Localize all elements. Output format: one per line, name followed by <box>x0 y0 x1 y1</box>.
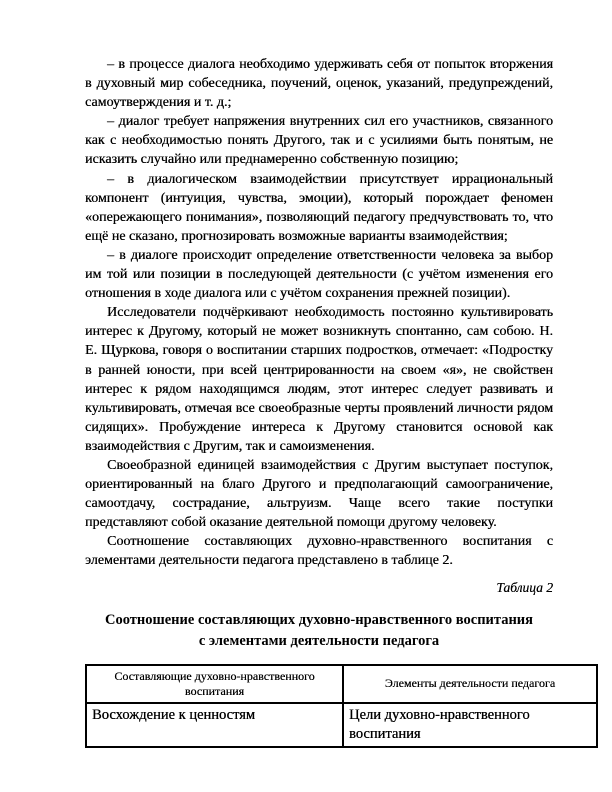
paragraph-irrational-component: – в диалогическом взаимодействии присутствует иррациональный компонент (интуиция, чувства, эмоции), который порождает феномен «опережающего понимания», позволяющий педагогу предчувствовать то, что ещё не сказано, прогнозировать возможные варианты взаимодействия; <box>85 171 553 244</box>
paragraph-postupok: Своеобразной единицей взаимодействия с Другим выступает поступок, ориентированный на благо Другого и предполагающий самоограничение, самоотдачу, сострадание, альтруизм. Чаще всего такие поступки представляют собой оказание деятельной помощи другому человеку. <box>85 457 553 531</box>
paragraph-dialog-effort: – диалог требует напряжения внутренних сил его участников, связанного как с необходимостью понять Другого, так и с усилиями быть понятым, не исказить случайно или преднамеренно собственную позицию; <box>85 114 553 168</box>
table-cell-element: Цели духовно-нравственного воспитания <box>343 703 597 747</box>
paragraph-dialog-intrusion: – в процессе диалога необходимо удерживать себя от попыток вторжения в духовный мир собеседника, поучений, оценок, указаний, предупреждений, самоутверждения и т. д.; <box>85 57 553 111</box>
table-title-line2: с элементами деятельности педагога <box>198 632 440 649</box>
table-header-row <box>86 665 597 703</box>
table-title <box>85 610 553 652</box>
table-cell-component: Восхождение к ценностям <box>86 703 343 747</box>
table-header-components: Составляющие духовно-нравственного воспитания <box>86 665 343 703</box>
paragraph-researchers-interest: Исследователи подчёркивают необходимость постоянно культивировать интерес к Другому, который не может возникнуть спонтанно, сам собою. Н. Е. Щуркова, говоря о воспитании старших подростков, отмечает: «Подростку в ранней юности, при всей центрированности на своем «я», не свойствен интерес к рядом находящимся людям, этот интерес следует развивать и культивировать, отмечая все своеобразные черты проявлений личности рядом сидящих». Пробуждение интереса к Другому становится основой как взаимодействия с Другим, так и самоизменения. <box>85 305 553 454</box>
page-content <box>85 55 556 748</box>
table-row <box>86 703 597 747</box>
correspondence-table <box>85 664 598 748</box>
paragraph-table-reference: Соотношение составляющих духовно-нравственного воспитания с элементами деятельности педагога представлено в таблице 2. <box>85 534 553 569</box>
paragraph-responsibility: – в диалоге происходит определение ответственности человека за выбор им той или позиции в последующей деятельности (с учётом изменения его отношения в ходе диалога или с учётом сохранения прежней позиции). <box>85 247 553 302</box>
table-title-line1: Соотношение составляющих духовно-нравственного воспитания <box>104 611 534 628</box>
table-header-elements: Элементы деятельности педагога <box>343 665 597 703</box>
table-caption: Таблица 2 <box>496 579 553 595</box>
